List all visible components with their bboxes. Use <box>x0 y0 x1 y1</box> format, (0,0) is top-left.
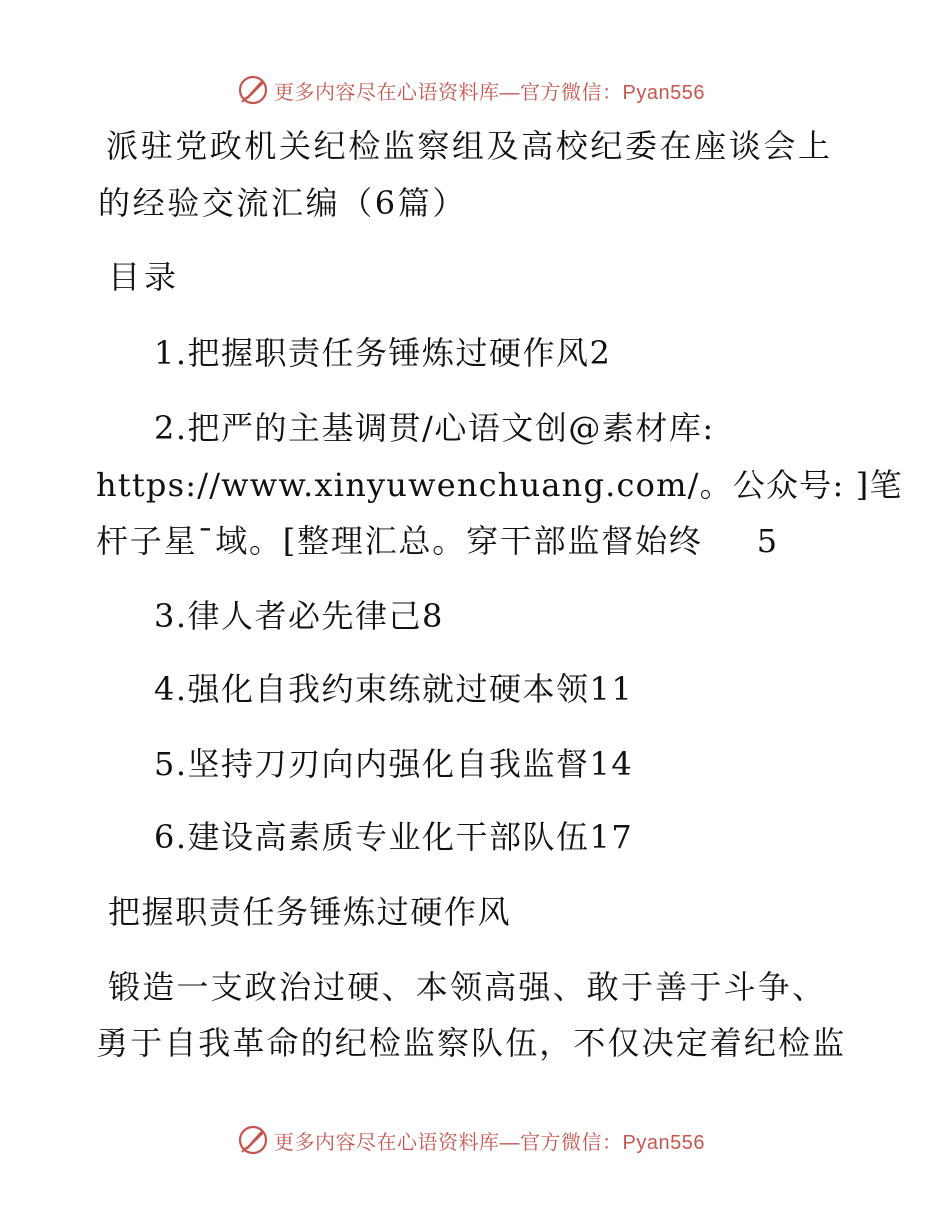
quill-logo-icon <box>236 73 270 107</box>
banner-text: 更多内容尽在心语资料库—官方微信：Pyan556 <box>274 81 705 104</box>
document-title-line-1: 派驻党政机关纪检监察组及高校纪委在座谈会上 <box>106 127 833 165</box>
toc-item-2-line-1: 2.把严的主基调贯/心语文创@素材库: <box>154 409 715 447</box>
header-banner <box>236 72 705 108</box>
paragraph-line-1: 锻造一支政治过硬、本领高强、敢于善于斗争、 <box>108 968 827 1006</box>
toc-item-5: 5.坚持刀刃向内强化自我监督14 <box>154 745 634 783</box>
section-heading: 把握职责任务锤炼过硬作风 <box>108 893 512 931</box>
toc-item-3: 3.律人者必先律己8 <box>154 597 444 635</box>
document-title-line-2: 的经验交流汇编（6篇） <box>98 184 467 222</box>
quill-logo-icon <box>236 1123 270 1157</box>
toc-item-2-line-2: https://www.xinyuwenchuang.com/。公众号: ]笔 <box>96 466 903 504</box>
footer-banner <box>236 1122 705 1158</box>
toc-item-2-text: 杆子星¯域。[整理汇总。穿干部监督始终 <box>96 522 703 560</box>
toc-heading: 目录 <box>108 258 181 296</box>
toc-item-1: 1.把握职责任务锤炼过硬作风2 <box>154 334 612 372</box>
toc-item-2-page: 5 <box>756 522 779 560</box>
banner-text: 更多内容尽在心语资料库—官方微信：Pyan556 <box>274 1131 705 1154</box>
toc-item-4: 4.强化自我约束练就过硬本领11 <box>154 670 634 708</box>
toc-item-6: 6.建设高素质专业化干部队伍17 <box>154 818 634 856</box>
paragraph-line-2: 勇于自我革命的纪检监察队伍，不仅决定着纪检监 <box>96 1024 847 1062</box>
toc-item-2-line-3 <box>96 521 779 561</box>
